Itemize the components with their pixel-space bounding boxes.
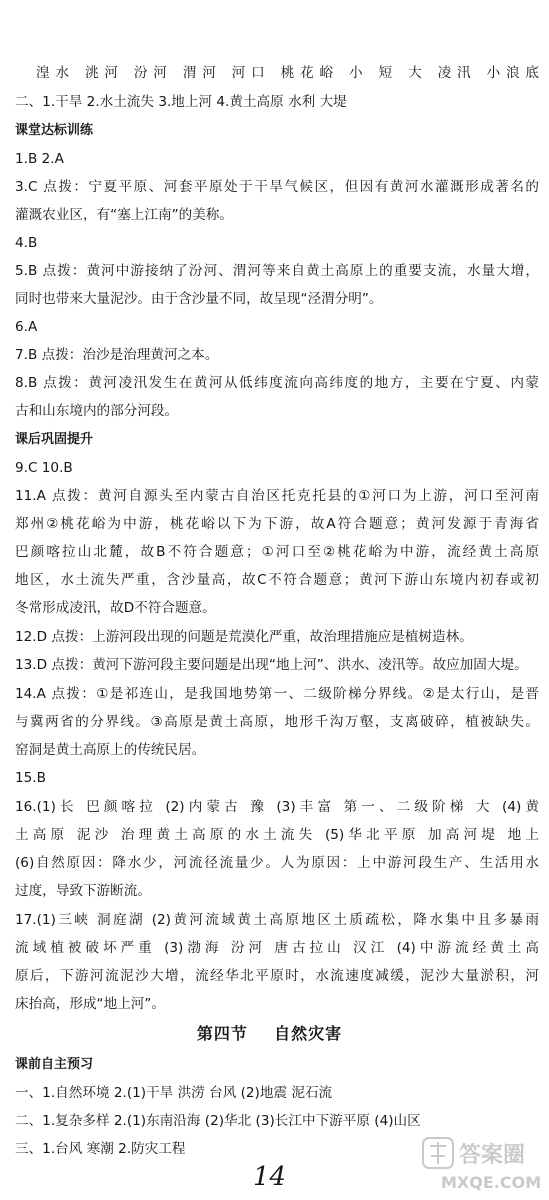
text-line-l15: 9.C 10.B <box>15 460 73 476</box>
text-line-l26: 15.B <box>15 770 46 786</box>
text-line-l30: 过度，导致下游断流。 <box>15 883 151 899</box>
text-line-l31: 17.(1)三峡 洞庭湖 (2)黄河流域黄土高原地区土质疏松，降水集中且多暴雨 <box>15 912 539 928</box>
text-line-l39: 三、1.台风 寒潮 2.防灾工程 <box>15 1141 186 1157</box>
text-line-l24: 与冀两省的分界线。③高原是黄土高原，地形千沟万壑，支离破碎，植被缺失。 <box>15 714 539 730</box>
text-line-l05: 3.C 点拨：宁夏平原、河套平原处于干旱气候区，但因有黄河水灌溉形成著名的 <box>15 179 539 195</box>
watermark-logo <box>421 1134 545 1194</box>
text-line-l21: 12.D 点拨：上游河段出现的问题是荒漠化严重，故治理措施应是植树造林。 <box>15 629 473 645</box>
text-line-l18: 巴颜喀拉山北麓，故B不符合题意；①河口至②桃花峪为中游，流经黄土高原 <box>15 544 539 560</box>
text-line-l19: 地区，水土流失严重，含沙量高，故C不符合题意；黄河下游山东境内初春或初 <box>15 572 539 588</box>
text-line-l37: 一、1.自然环境 2.(1)干旱 洪涝 台风 (2)地震 泥石流 <box>15 1085 333 1101</box>
watermark-url: MXQE.COM <box>441 1173 542 1192</box>
text-line-l13: 古和山东境内的部分河段。 <box>15 403 179 419</box>
text-line-l33: 原后，下游河流泥沙大增，流经华北平原时，水流速度减缓，泥沙大量淤积，河 <box>15 968 539 984</box>
text-line-l28: 土高原 泥沙 治理黄土高原的水土流失 (5)华北平原 加高河堤 地上 <box>15 827 539 843</box>
text-line-l23: 14.A 点拨：①是祁连山，是我国地势第一、二级阶梯分界线。②是太行山，是晋 <box>15 686 539 702</box>
text-line-l20: 冬常形成凌汛，故D不符合题意。 <box>15 600 216 616</box>
text-line-l36: 课前自主预习 <box>15 1057 94 1072</box>
text-line-l03: 课堂达标训练 <box>15 123 94 138</box>
text-line-l22: 13.D 点拨：黄河下游河段主要问题是出现“地上河”、洪水、凌汛等。故应加固大堤。 <box>15 657 528 673</box>
text-line-l09: 同时也带来大量泥沙。由于含沙量不同，故呈现“泾渭分明”。 <box>15 291 383 307</box>
text-line-l12: 8.B 点拨：黄河凌汛发生在黄河从低纬度流向高纬度的地方，主要在宁夏、内蒙 <box>15 375 539 391</box>
watermark-text: 答案圈 <box>459 1143 526 1168</box>
text-line-l29: (6)自然原因：降水少，河流径流量少。人为原因：上中游河段生产、生活用水 <box>15 855 539 871</box>
text-line-l11: 7.B 点拨：治沙是治理黄河之本。 <box>15 347 219 363</box>
text-line-l32: 流域植被破坏严重 (3)渤海 汾河 唐古拉山 汉江 (4)中游流经黄土高 <box>15 940 539 956</box>
page-number: 14 <box>252 1162 287 1192</box>
text-line-l25: 窑洞是黄土高原上的传统民居。 <box>15 742 206 758</box>
text-line-l27: 16.(1)长 巴颜喀拉 (2)内蒙古 豫 (3)丰富 第一、二级阶梯 大 (4)黄 <box>15 799 539 815</box>
text-line-l06: 灌溉农业区，有“塞上江南”的美称。 <box>15 207 233 223</box>
text-line-l35: 第四节 自然灾害 <box>196 1024 343 1043</box>
text-line-l10: 6.A <box>15 319 38 335</box>
text-line-l16: 11.A 点拨：黄河自源头至内蒙古自治区托克托县的①河口为上游，河口至河南 <box>15 488 539 504</box>
text-line-l38: 二、1.复杂多样 2.(1)东南沿海 (2)华北 (3)长江中下游平原 (4)山区 <box>15 1113 421 1129</box>
text-line-l14: 课后巩固提升 <box>15 432 94 447</box>
text-line-l17: 郑州②桃花峪为中游，桃花峪以下为下游，故A符合题意；黄河发源于青海省 <box>15 516 539 532</box>
text-line-l01: 湟水 洮河 汾河 渭河 河口 桃花峪 小 短 大 凌汛 小浪底 <box>36 65 539 81</box>
text-line-l34: 床抬高，形成“地上河”。 <box>15 996 166 1012</box>
text-line-l07: 4.B <box>15 235 38 251</box>
text-line-l08: 5.B 点拨：黄河中游接纳了汾河、渭河等来自黄土高原上的重要支流，水量大增， <box>15 263 539 279</box>
text-line-l04: 1.B 2.A <box>15 151 64 167</box>
text-line-l02: 二、1.干旱 2.水土流失 3.地上河 4.黄土高原 水利 大堤 <box>15 94 347 110</box>
